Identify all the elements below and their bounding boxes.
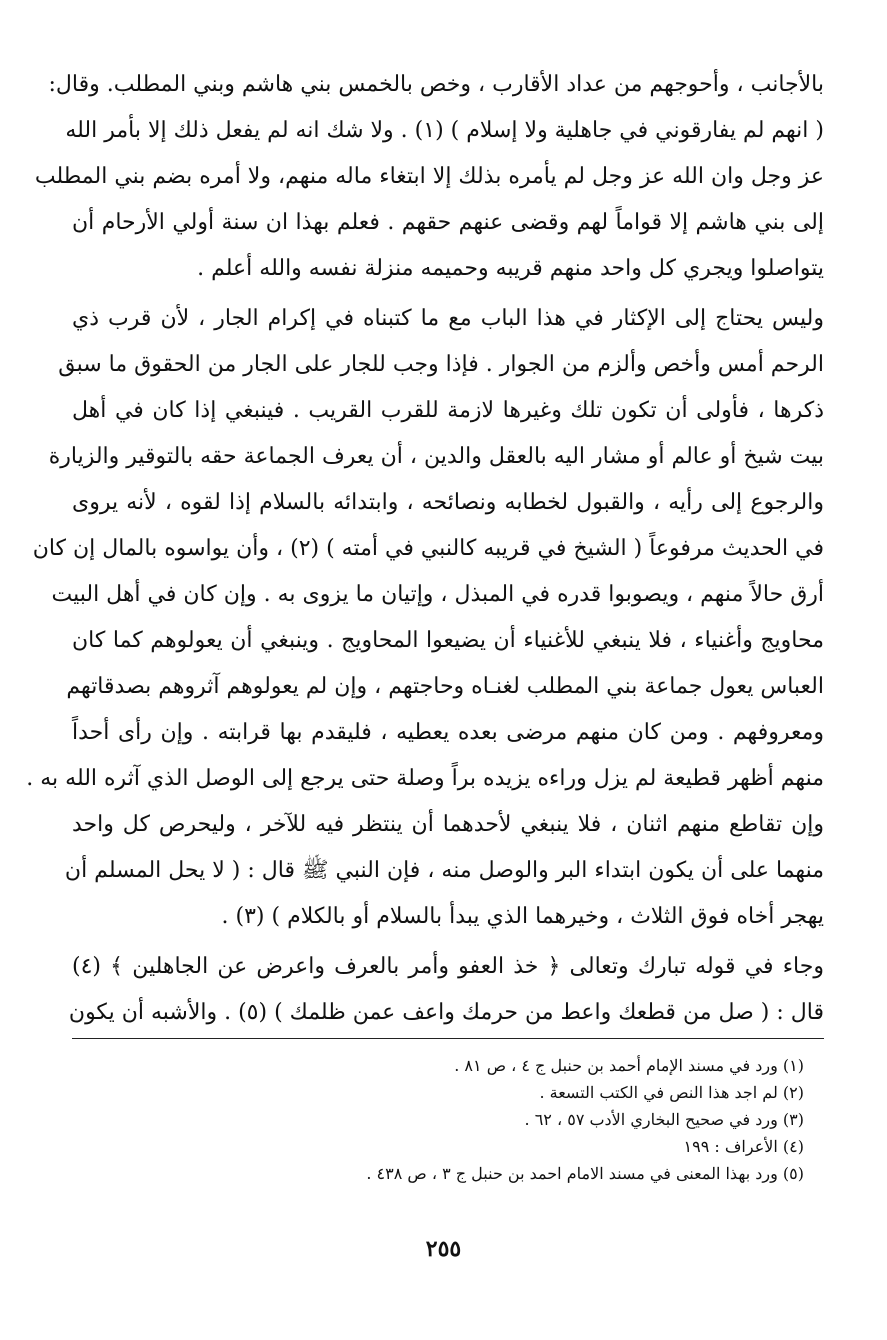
text-line: ( انهم لم يفارقوني في جاهلية ولا إسلام ) (١) . ولا شك انه لم يفعل ذلك إلا بأمر الله bbox=[65, 118, 824, 143]
text-line: وجاء في قوله تبارك وتعالى ﴿ خذ العفو وأمر بالعرف واعرض عن الجاهلين ﴾ (٤) bbox=[72, 954, 824, 979]
text-line: يهجر أخاه فوق الثلاث ، وخيرهما الذي يبدأ بالسلام أو بالكلام ) (٣) . bbox=[221, 904, 824, 929]
text-line: ذكرها ، فأولى أن تكون تلك وغيرها لازمة للقرب القريب . فينبغي إذا كان في أهل bbox=[72, 398, 824, 423]
text-line: منهم أظهر قطيعة لم يزل وراءه يزيده براً وصلة حتى يرجع إلى الوصل الذي آثره الله به . bbox=[26, 766, 824, 791]
text-line: محاويج وأغنياء ، فلا ينبغي للأغنياء أن يضيعوا المحاويج . وينبغي أن يعولوهم كما كان bbox=[72, 628, 824, 653]
footnote: (٢) لم اجد هذا النص في الكتب التسعة . bbox=[539, 1083, 804, 1102]
text-line: بيت شيخ أو عالم أو مشار اليه بالعقل والدين ، أن يعرف الجماعة حقه بالتوقير والزيارة bbox=[48, 444, 824, 469]
text-line: قال : ( صل من قطعك واعط من حرمك واعف عمن ظلمك ) (٥) . والأشبه أن يكون bbox=[68, 1000, 824, 1025]
text-line: أرق حالاً منهم ، ويصوبوا قدره في المبذل ، وإتيان ما يزوى به . وإن كان في أهل البيت bbox=[51, 582, 824, 607]
text-line: منهما على أن يكون ابتداء البر والوصل منه ، فإن النبي ﷺ قال : ( لا يحل المسلم أن bbox=[64, 858, 824, 883]
text-line: العباس يعول جماعة بني المطلب لغنـاه وحاجتهم ، وإن لم يعولوهم آثروهم بصدقاتهم bbox=[66, 674, 824, 699]
text-line: يتواصلوا ويجري كل واحد منهم قريبه وحميمه منزلة نفسه والله أعلم . bbox=[197, 256, 824, 281]
text-line: الرحم أمس وأخص وألزم من الجوار . فإذا وجب للجار على الجار من الحقوق ما سبق bbox=[58, 352, 824, 377]
text-line: وإن تقاطع منهم اثنان ، فلا ينبغي لأحدهما أن ينتظر فيه للآخر ، وليحرص كل واحد bbox=[72, 812, 824, 837]
text-line: بالأجانب ، وأحوجهم من عداد الأقارب ، وخص بالخمس بني هاشم وبني المطلب. وقال: bbox=[48, 72, 824, 97]
text-line: والرجوع إلى رأيه ، والقبول لخطابه ونصائحه ، وابتدائه بالسلام إذا لقوه ، لأنه يروى bbox=[72, 490, 824, 515]
main-text bbox=[26, 62, 824, 1036]
text-line: إلى بني هاشم إلا قواماً لهم وقضى عنهم حقهم . فعلم بهذا ان سنة أولي الأرحام أن bbox=[72, 210, 824, 235]
footnote: (٣) ورد في صحيح البخاري الأدب ٥٧ ، ٦٢ . bbox=[524, 1110, 804, 1129]
text-line: عز وجل وان الله عز وجل لم يأمره بذلك إلا ابتغاء ماله منهم، ولا أمره بضم بني المطلب bbox=[34, 164, 824, 189]
footnote: (١) ورد في مسند الإمام أحمد بن حنبل ج ٤ ، ص ٨١ . bbox=[454, 1056, 804, 1075]
footnotes bbox=[72, 1052, 814, 1187]
page-number: ٢٥٥ bbox=[425, 1236, 462, 1262]
text-line: وليس يحتاج إلى الإكثار في هذا الباب مع ما كتبناه في إكرام الجار ، لأن قرب ذي bbox=[72, 306, 824, 331]
footnote: (٥) ورد بهذا المعنى في مسند الامام احمد بن حنبل ج ٣ ، ص ٤٣٨ . bbox=[366, 1164, 804, 1183]
text-line: ومعروفهم . ومن كان منهم مرضى بعده يعطيه ، فليقدم بها قرابته . وإن رأى أحداً bbox=[72, 720, 824, 745]
footnote-separator bbox=[72, 1038, 824, 1039]
footnote: (٤) الأعراف : ١٩٩ bbox=[683, 1137, 804, 1156]
text-line: في الحديث مرفوعاً ( الشيخ في قريبه كالنبي في أمته ) (٢) ، وأن يواسوه بالمال إن كان bbox=[32, 536, 824, 561]
